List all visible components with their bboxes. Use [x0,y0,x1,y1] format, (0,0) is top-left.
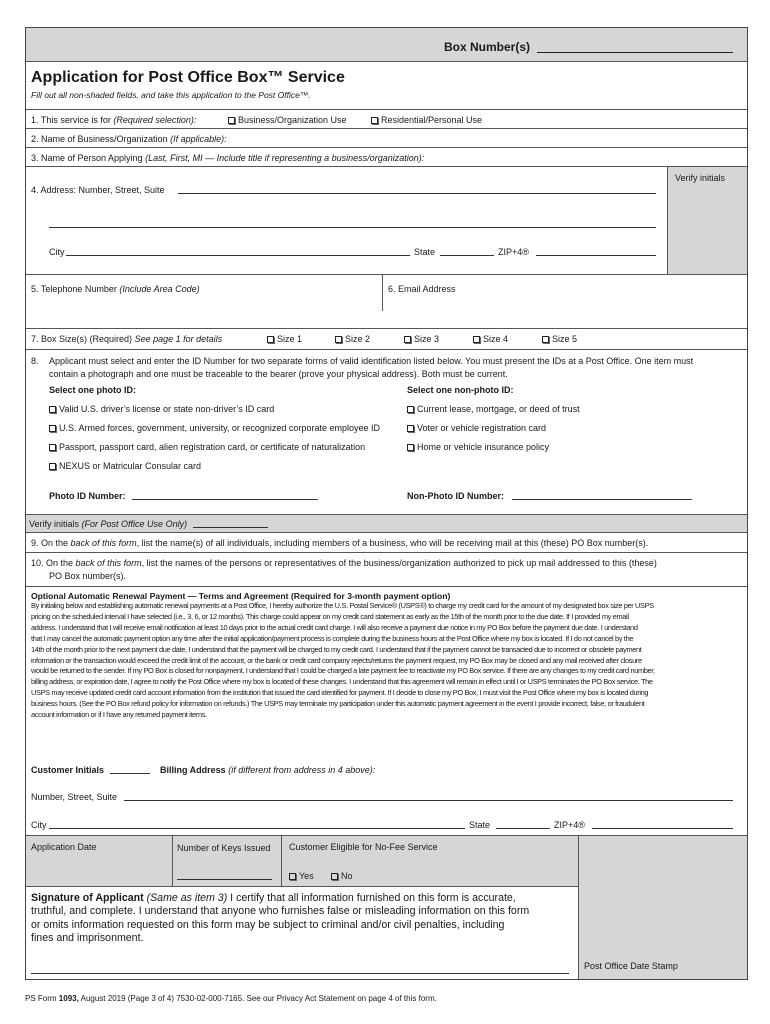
customer-initials-label: Customer Initials [31,765,105,775]
city-field[interactable] [66,247,410,256]
form-footer [25,994,437,1003]
business-use-option[interactable]: Business/Organization Use [228,115,347,125]
checkbox-icon[interactable] [49,406,56,413]
verify-row-hint: (For Post Office Use Only) [81,519,188,529]
billing-state-field[interactable] [496,820,550,829]
checkbox-icon[interactable] [228,117,235,124]
checkbox-icon[interactable] [407,406,414,413]
city-label: City [49,247,65,257]
keys-issued-label: Number of Keys Issued [177,843,271,853]
signature-line-2: truthful, and complete. I understand that anyone who furnishes false or misleading information on this form [31,905,530,918]
renewal-line: USPS may receive updated credit card account information from the institution that issued the card identified for payment. If I decide to close my PO Box, I must visit the Post Office where my box is located during [31,688,649,698]
size-2-option[interactable]: Size 2 [335,334,370,344]
item-address [26,166,747,274]
item1-hint: (Required selection): [113,115,197,125]
item-mail-recipients [26,532,747,552]
title-block [26,61,747,109]
checkbox-icon[interactable] [404,336,411,343]
item3-hint: (Last, First, MI — Include title if representing a business/organization): [145,153,425,163]
email-label: 6. Email Address [388,284,456,294]
checkbox-icon[interactable] [49,444,56,451]
size-3-option[interactable]: Size 3 [404,334,439,344]
item10-italic: back of this form [75,558,142,568]
checkbox-icon[interactable] [371,117,378,124]
checkbox-icon[interactable] [331,873,338,880]
page-subtitle: Fill out all non-shaded fields, and take this application to the Post Office™. [31,90,311,100]
address-label: 4. Address: Number, Street, Suite [31,185,165,195]
billing-address-label: Billing Address [160,765,226,775]
renewal-line: account information or if I have any returned payment items. [31,710,207,720]
billing-street-label: Number, Street, Suite [31,792,118,802]
zip-field[interactable] [536,247,656,256]
item9-italic: back of this form [70,538,137,548]
photo-option-passport[interactable]: Passport, passport card, alien registration card, or certificate of naturalization [49,442,365,452]
verify-initials-field[interactable] [193,519,268,528]
item2-hint: (If applicable): [170,134,227,144]
box-number-field[interactable] [537,42,733,53]
phone-hint: (Include Area Code) [119,284,200,294]
photo-id-number-label: Photo ID Number: [49,491,126,501]
signature-line-4: fines and imprisonment. [31,931,144,944]
nonphoto-option-insurance[interactable]: Home or vehicle insurance policy [407,442,549,452]
renewal-line: billing address, or expiration date, I agree to notify the Post Office where my box is located of these changes. I understand that this agreement will remain in effect until I or USPS terminates the PO Box service. The [31,677,653,687]
item-authorized-pickup [26,552,747,586]
renewal-line: would be returned to the sender. If my PO Box is closed for nonpayment, I understand that I could be charged a late payment fee to reactivate my PO Box service. If there are any changes to my credit card number, [31,666,655,676]
photo-option-nexus[interactable]: NEXUS or Matricular Consular card [49,461,201,471]
box-number-label: Box Number(s) [444,40,531,54]
date-stamp-label: Post Office Date Stamp [584,961,678,971]
item2-label: 2. Name of Business/Organization [31,134,168,144]
customer-initials-field[interactable] [110,765,150,774]
billing-state-label: State [469,820,491,830]
date-stamp-cell [578,835,747,979]
zip-label: ZIP+4® [498,247,529,257]
no-fee-label: Customer Eligible for No-Fee Service [289,842,438,852]
nonphoto-option-registration[interactable]: Voter or vehicle registration card [407,423,546,433]
checkbox-icon[interactable] [542,336,549,343]
box-size-hint: See page 1 for details [134,334,223,344]
keys-issued-field[interactable] [177,871,272,880]
box-number-header [26,28,747,61]
item3-label: 3. Name of Person Applying [31,153,143,163]
item8-number: 8. [31,356,39,366]
item10-pre: 10. On the [31,558,74,568]
photo-id-number-field[interactable] [132,491,318,500]
photo-option-license[interactable]: Valid U.S. driver’s license or state non-driver’s ID card [49,404,274,414]
no-fee-yes-option[interactable]: Yes [289,871,314,881]
item-contact [26,274,747,311]
item9-post: , list the name(s) of all individuals, including members of a business, who will be receiving mail at this (these) PO Box number(s). [136,538,649,548]
item10-post: , list the names of the persons or representatives of the business/organization authorized to pick up mail addressed to this (these) [141,558,657,568]
item-applicant-name[interactable] [26,147,747,166]
checkbox-icon[interactable] [473,336,480,343]
nonphoto-id-number-label: Non-Photo ID Number: [407,491,504,501]
signature-hint: (Same as item 3) [146,892,228,904]
state-label: State [414,247,436,257]
page-title: Application for Post Office Box™ Service [31,69,345,86]
application-date-label: Application Date [31,842,97,852]
personal-use-option[interactable]: Residential/Personal Use [371,115,482,125]
size-4-option[interactable]: Size 4 [473,334,508,344]
renewal-line: By initialing below and establishing automatic renewal payments at a Post Office, I hereby authorize the U.S. Postal Service® (USPS®) to charge my credit card for the amount of my designated box size per USPS [31,601,654,610]
billing-city-field[interactable] [49,820,465,829]
billing-street-field[interactable] [124,792,733,801]
box-size-label: 7. Box Size(s) (Required) [31,334,133,344]
footer-details: August 2019 (Page 3 of 4) 7530-02-000-7165. See our Privacy Act Statement on page 4 of this form. [78,994,437,1003]
item-business-name[interactable] [26,128,747,147]
nonphoto-id-heading: Select one non-photo ID: [407,385,514,395]
signature-heading: Signature of Applicant [31,892,144,904]
signature-block [26,886,578,979]
item10-line-2: PO Box number(s). [49,571,127,581]
signature-text [31,892,529,945]
billing-city-label: City [31,820,47,830]
renewal-line: pricing on the scheduled interval I have selected (i.e., 3, 6, or 12 months). This charge could appear on my credit card statement as early as the 15th of the month prior to the due date. If I provided my email [31,611,629,621]
footer-form-number: 1093, [58,994,79,1003]
checkbox-icon[interactable] [407,425,414,432]
signature-line-1: I certify that all information furnished on this form is accurate, [227,892,516,904]
item-service-type [26,109,747,128]
renewal-line: that I may cancel the automatic payment option any time after the initial application/payment process is complete during the business hours at the Post Office where my box is located. If I do not cancel by the [31,633,634,643]
checkbox-icon[interactable] [289,873,296,880]
signature-field[interactable] [31,965,569,974]
item8-text-2: contain a photograph and one must be traceable to the bearer (prove your physical address). Both must be current. [49,369,508,379]
checkbox-icon[interactable] [335,336,342,343]
address-line-2[interactable] [49,219,656,228]
renewal-heading: Optional Automatic Renewal Payment — Terms and Agreement (Required for 3-month payment option) [31,591,451,601]
verify-initials-label: Verify initials [675,173,726,183]
size-5-option[interactable]: Size 5 [542,334,577,344]
item-box-size [26,328,747,349]
renewal-line: 14th of the month prior to the next payment due date, I understand that the payment will be charged to my credit card. I understand that if the payment cannot be transacted due to incorrect or obsolete payment [31,644,642,654]
phone-label: 5. Telephone Number [31,284,117,294]
billing-zip-field[interactable] [592,820,733,829]
renewal-line: address, I understand that I will receive email notification at least 10 days prior to the actual credit card charge. I will also receive a payment due notice in my PO Box before the payment due date. I understand [31,622,638,632]
checkbox-icon[interactable] [407,444,414,451]
renewal-line: information or the transaction would exceed the credit limit of the account, or the bank or credit card company rejects/returns the payment request, my PO Box may be closed and any mail received after closure [31,655,642,665]
checkbox-icon[interactable] [49,463,56,470]
billing-zip-label: ZIP+4® [554,820,585,830]
application-form [25,27,748,980]
photo-id-heading: Select one photo ID: [49,385,137,395]
signature-line-3: or omits information requested on this form may be subject to criminal and/or civil penalties, including [31,918,505,931]
photo-option-employee-id[interactable]: U.S. Armed forces, government, university, or recognized corporate employee ID [49,423,380,433]
verify-initials-cell [667,167,747,274]
billing-hint: (if different from address in 4 above): [228,765,376,775]
checkbox-icon[interactable] [267,336,274,343]
no-fee-no-option[interactable]: No [331,871,353,881]
renewal-agreement [26,586,747,835]
footer-form-label: PS Form [25,994,57,1003]
item1-label: 1. This service is for [31,115,111,125]
item9-pre: 9. On the [31,538,69,548]
state-field[interactable] [440,247,494,256]
address-line-1[interactable] [178,185,656,194]
nonphoto-option-lease[interactable]: Current lease, mortgage, or deed of trust [407,404,580,414]
size-1-option[interactable]: Size 1 [267,334,302,344]
renewal-line: business hours. (See the PO Box refund policy for information on refunds.) The USPS may terminate my participation under this automatic payment agreement in the event I provide incorrect, false, or fraudulent [31,699,645,709]
renewal-terms [31,601,655,721]
item-identification [26,349,747,514]
verify-initials-row [26,514,747,532]
checkbox-icon[interactable] [49,425,56,432]
nonphoto-id-number-field[interactable] [512,491,692,500]
verify-row-label: Verify initials [29,519,80,529]
item8-text-1: Applicant must select and enter the ID Number for two separate forms of valid identification listed below. You must present the IDs at a Post Office. One item must [49,356,694,366]
